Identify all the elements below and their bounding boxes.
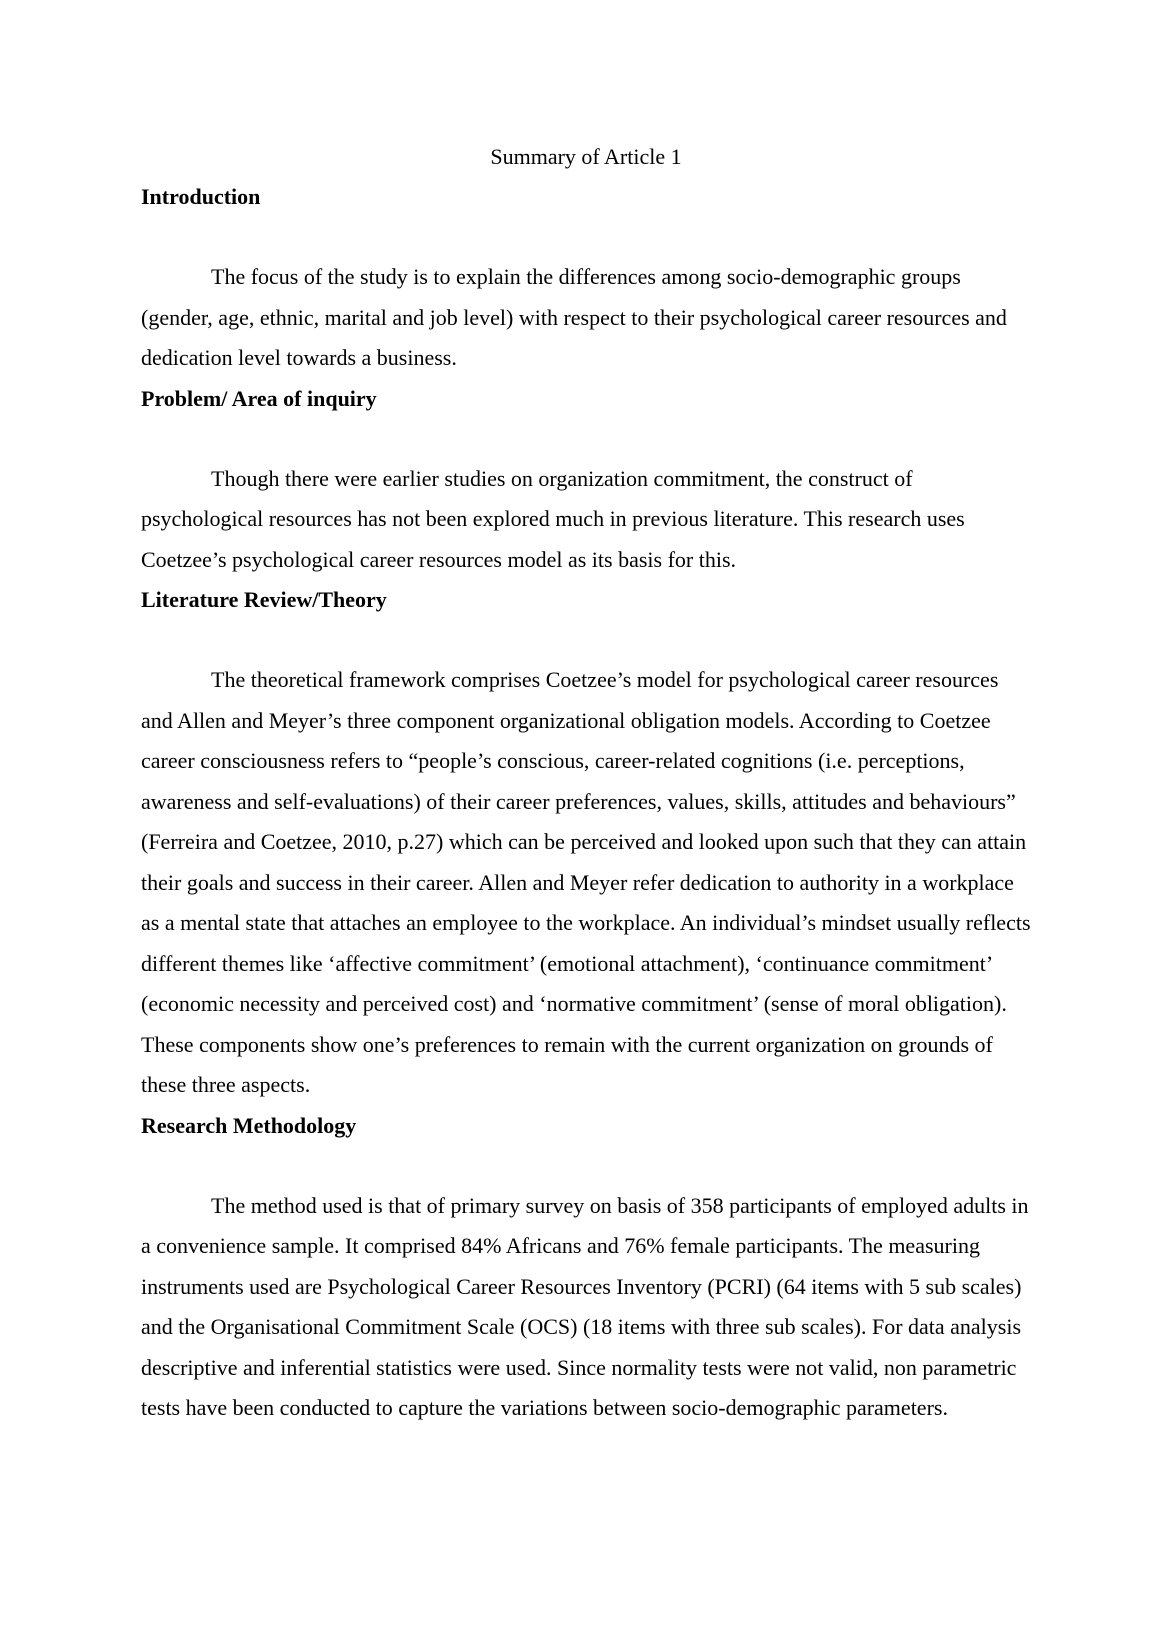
section-introduction — [141, 177, 1031, 379]
document-body — [141, 137, 1031, 1429]
section-literature-review — [141, 580, 1031, 1106]
section-problem — [141, 379, 1031, 581]
section-paragraph: The theoretical framework comprises Coetzee’s model for psychological career resources and Allen and Meyer’s three component organizational obligation models. According to Coetzee career consciousness refers to “people’s conscious, career-related cognitions (i.e. perceptions, awareness and self-evaluations) of their career preferences, values, skills, attitudes and behaviours” (Ferreira and Coetzee, 2010, p.27) which can be perceived and looked upon such that they can attain their goals and success in their career. Allen and Meyer refer dedication to authority in a workplace as a mental state that attaches an employee to the workplace. An individual’s mindset usually reflects different themes like ‘affective commitment’ (emotional attachment), ‘continuance commitment’ (economic necessity and perceived cost) and ‘normative commitment’ (sense of moral obligation). These components show one’s preferences to remain with the current organization on grounds of these three aspects. — [141, 667, 1031, 1097]
section-heading: Research Methodology — [141, 1112, 357, 1138]
section-research-methodology — [141, 1106, 1031, 1429]
section-heading: Problem/ Area of inquiry — [141, 385, 377, 411]
section-paragraph: Though there were earlier studies on organization commitment, the construct of psychological resources has not been explored much in previous literature. This research uses Coetzee’s psychological career resources model as its basis for this. — [141, 465, 965, 572]
section-paragraph: The focus of the study is to explain the differences among socio-demographic groups (gender, age, ethnic, marital and job level) with respect to their psychological career resources and dedication level towards a business. — [141, 264, 1007, 370]
section-heading: Literature Review/Theory — [141, 587, 387, 612]
document-title: Summary of Article 1 — [490, 144, 682, 169]
section-paragraph: The method used is that of primary survey on basis of 358 participants of employed adults in a convenience sample. It comprised 84% Africans and 76% female participants. The measuring instruments used are Psychological Career Resources Inventory (PCRI) (64 items with 5 sub scales) and the Organisational Commitment Scale (OCS) (18 items with three sub scales). For data analysis descriptive and inferential statistics were used. Since normality tests were not valid, non parametric tests have been conducted to capture the variations between socio-demographic parameters. — [141, 1192, 1029, 1420]
section-heading: Introduction — [141, 184, 261, 209]
